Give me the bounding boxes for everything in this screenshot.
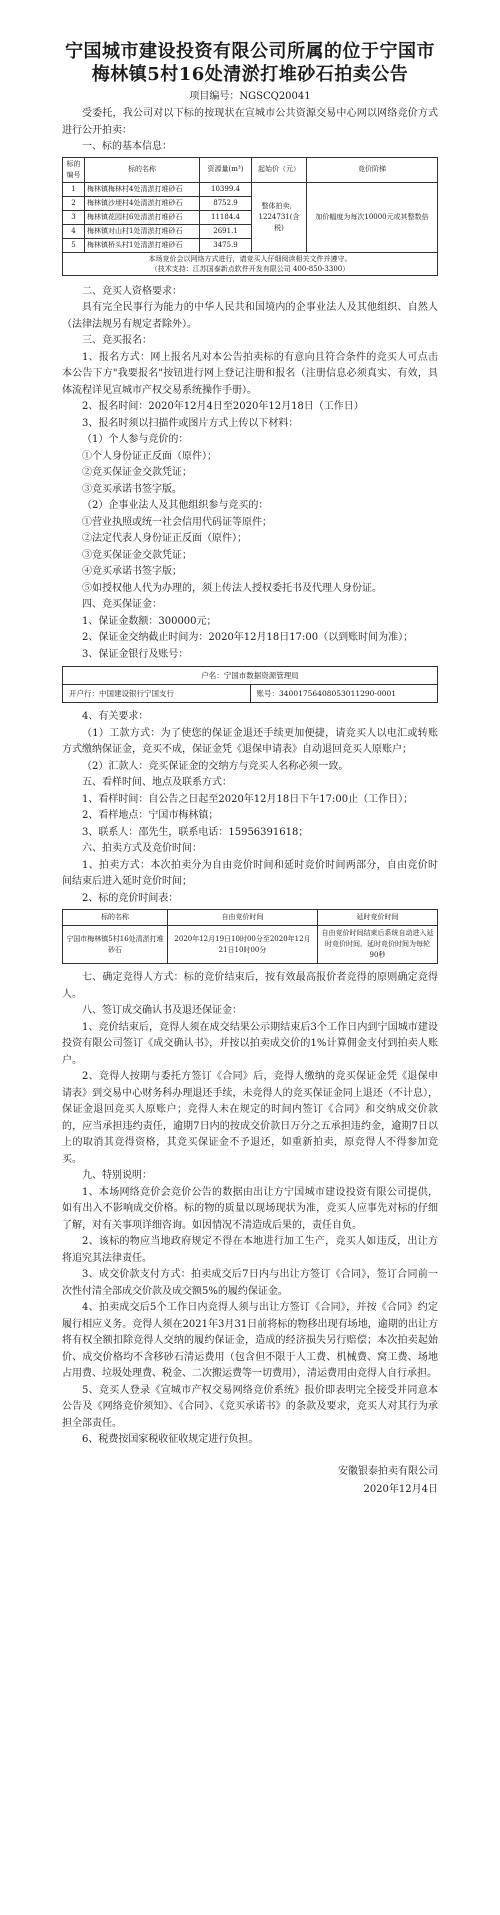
title-line-1: 宁国城市建设投资有限公司所属的位于宁国市 xyxy=(65,41,435,62)
intro-paragraph: 受委托，我公司对以下标的按现状在宣城市公共资源交易中心网以网络竞价方式进行公开拍卖： xyxy=(62,108,438,136)
special-note-1: 1、本场网络竞价会竞价公告的数据由出让方宁国城市建设投资有限公司提供，如有出入不影响成交价格。标的物的质量以现场现状为准，竞买人应事先对标的仔细了解，对有关事项详细咨询。如因情况不清造成后果的，责任自负。 xyxy=(62,1186,438,1231)
deposit-amount: 1、保证金数额：300000元； xyxy=(82,615,217,627)
table-header-row xyxy=(63,157,438,182)
lot-name: 梅林镇沙埂村4处清淤打堆砂石 xyxy=(85,196,200,210)
special-note-4: 4、拍卖成交后5个工作日内竞得人须与出让方签订《合同》，并按《合同》约定履行相应义务。竞得人须在2021年3月31日前将标的物移出现有场地，逾期的出让方将有权全额扣除竞得人交纳的履约保证金，造成的经济损失另行赔偿；本次拍卖起始价、成交价格均不含移砂石清运费用（包含但不限于人工费、机械费、窝工费、场地占用费、垃圾处理费、税金、二次搬运费等一切费用），清运费用由竞得人自行承担。 xyxy=(62,1302,438,1379)
registration-method: 1、报名方式：网上报名凡对本公告拍卖标的有意向且符合条件的竞买人可点击本公告下方"我要报名"按钮进行网上登记注册和报名（注册信息必须真实、有效，具体流程详见宣城市产权交易系统操作手册）。 xyxy=(62,351,438,396)
org-item-5: ⑤如授权他人代为办理的，须上传法人授权委托书及代理人身份证。 xyxy=(82,582,382,594)
table-row xyxy=(63,926,438,964)
individual-item-2: ②竞买保证金交款凭证； xyxy=(82,467,192,478)
account-number: 账号：34001756408053011290-0001 xyxy=(250,685,438,703)
table-header-row xyxy=(63,910,438,926)
org-item-4: ④竞买承诺书签字版； xyxy=(82,566,182,577)
lot-name: 梅林镇梅林村4处清淤打堆砂石 xyxy=(85,182,200,196)
deposit-deadline: 2、保证金交纳截止时间为：2020年12月18日17:00（以到账时间为准）； xyxy=(82,632,414,643)
viewing-time: 1、看样时间：自公告之日起至2020年12月18日下午17:00止（工作日）； xyxy=(82,793,414,805)
deposit-bank-heading: 3、保证金银行及账号： xyxy=(82,648,189,660)
auction-method: 1、拍卖方式：本次拍卖分为自由竞价时间和延时竞价时间两部分，自由竞价时间结束后进入延时竞价时间； xyxy=(62,859,438,887)
bidding-time-table xyxy=(62,909,438,964)
lot-name: 梅林镇对山村1处清淤打堆砂石 xyxy=(85,224,200,238)
registration-time: 2、报名时间：2020年12月4日至2020年12月18日（工作日） xyxy=(82,401,364,412)
individual-heading: （1）个人参与竞价的： xyxy=(82,434,189,445)
lot-info-table xyxy=(62,157,438,276)
title-line-2: 梅林镇5村16处清淤打堆砂石拍卖公告 xyxy=(91,64,409,85)
table-note xyxy=(63,252,438,275)
header-delay-bidding: 延时竞价时间 xyxy=(318,910,438,926)
lot-no: 5 xyxy=(63,238,85,252)
start-price: 整体拍卖，1224731(含税) xyxy=(252,182,307,252)
lot-name: 梅林镇桥头村1处清淤打堆砂石 xyxy=(85,238,200,252)
header-start-price: 起始价（元） xyxy=(252,157,307,182)
individual-item-3: ③竞买承诺书签字版。 xyxy=(82,483,182,495)
special-note-6: 6、税费按国家税收征收规定进行负担。 xyxy=(82,1434,259,1445)
table-row xyxy=(63,685,438,703)
bidding-schedule-heading: 2、标的竞价时间表： xyxy=(82,892,179,904)
table-note-line-1: 本场竞价会以网络方式进行，请竞买人仔细阅读相关文件并遵守。 xyxy=(148,254,352,263)
header-volume: 资源量(m³) xyxy=(200,157,252,182)
lot-no: 2 xyxy=(63,196,85,210)
lot-name: 宁国市梅林镇5村16处清淤打堆砂石 xyxy=(63,926,168,964)
project-number: 项目编号：NGSCQ20041 xyxy=(189,91,311,102)
lot-volume: 2691.1 xyxy=(200,224,252,238)
lot-volume: 11184.4 xyxy=(200,210,252,224)
org-item-3: ③竞买保证金交款凭证； xyxy=(82,549,192,561)
special-note-5: 5、竞买人登录《宣城市产权交易网络竞价系统》报价即表明完全接受并同意本公告及《网络竞价须知》、《合同》、《竞买承诺书》的条款及要求，竞买人对其行为承担全部责任。 xyxy=(62,1384,438,1429)
section-2-text: 具有完全民事行为能力的中华人民共和国境内的企事业法人及其他组织、自然人（法律法规另有规定者除外）。 xyxy=(62,302,438,330)
signature-org: 安徽银泰拍卖有限公司 xyxy=(338,1465,438,1477)
lot-volume: 10399.4 xyxy=(200,182,252,196)
table-note-line-2: （技术支持：江苏国泰新点软件开发有限公司 400-850-3300） xyxy=(150,264,350,273)
header-lot-name: 标的名称 xyxy=(63,910,168,926)
remitter: （2）汇款人：竞买保证金的交纳方与竞买人名称必须一致。 xyxy=(82,760,349,772)
bank-account-table xyxy=(62,666,438,703)
section-8-heading: 八、签订成交确认书及退还保证金： xyxy=(82,1005,242,1016)
section-7: 七、确定竞得人方式：标的竞价结束后，按有效最高报价者竞得的原则确定竞得人。 xyxy=(62,972,438,1000)
delay-bidding-time: 自由竞价时间结束后系统自动进入延时竞价时间，延时竞价时间为每轮90秒 xyxy=(318,926,438,964)
lot-no: 3 xyxy=(63,210,85,224)
registration-materials: 3、报名时须以扫描件或图片方式上传以下材料： xyxy=(82,417,299,429)
account-name: 户名：宁国市数据资源管理局 xyxy=(63,667,438,685)
lot-volume: 8752.9 xyxy=(200,196,252,210)
signature-date: 2020年12月4日 xyxy=(363,1483,438,1495)
contact: 3、联系人：邵先生，联系电话：15956391618； xyxy=(82,826,309,838)
section-9-heading: 九、特别说明： xyxy=(82,1170,152,1181)
header-price-step: 竞价阶梯 xyxy=(307,157,438,182)
org-item-2: ②法定代表人身份证正反面（原件）； xyxy=(82,533,247,544)
section-4-heading: 四、竞买保证金： xyxy=(82,599,162,610)
table-note-row xyxy=(63,252,438,275)
special-note-3: 3、成交价款支付方式：拍卖成交后7日内与出让方签订《合同》，签订合同前一次性付清全部成交价款及成交额5%的履约保证金。 xyxy=(62,1269,438,1297)
header-free-bidding: 自由竞价时间 xyxy=(168,910,318,926)
requirements-heading: 4、有关要求： xyxy=(82,711,149,722)
lot-volume: 3475.9 xyxy=(200,238,252,252)
free-bidding-time: 2020年12月19日10时00分至2020年12月21日10时00分 xyxy=(168,926,318,964)
remittance-method: （1）工款方式：为了使您的保证金退还手续更加便捷，请竞买人以电汇或转账方式缴纳保证金，竞买不成，保证金凭《退保申请表》自动退回竞买人原账户； xyxy=(62,727,438,755)
special-note-2: 2、该标的物应当地政府规定不得在本地进行加工生产，竞买人如违反，出让方将追究其法律责任。 xyxy=(62,1236,438,1264)
section-2-heading: 二、竞买人资格要求： xyxy=(82,285,182,297)
bank-name: 开户行：中国建设银行宁国支行 xyxy=(63,685,251,703)
header-lot-no: 标的编号 xyxy=(63,157,85,182)
individual-item-1: ①个人身份证正反面（原件）； xyxy=(82,450,217,462)
lot-no: 4 xyxy=(63,224,85,238)
lot-name: 梅林镇花园村6处清淤打堆砂石 xyxy=(85,210,200,224)
section-3-heading: 三、竞买报名： xyxy=(82,335,152,346)
table-row xyxy=(63,667,438,685)
section-5-heading: 五、看样时间、地点及联系方式： xyxy=(82,777,232,788)
price-step: 加价幅度为每次10000元或其整数倍 xyxy=(307,182,438,252)
viewing-place: 2、看样地点：宁国市梅林镇； xyxy=(82,810,219,821)
org-item-1: ①营业执照或统一社会信用代码证等原件； xyxy=(82,516,272,528)
confirmation-paragraph: 1、竞价结束后，竞得人须在成交结果公示期结束后3个工作日内到宁国城市建设投资有限公司签订《成交确认书》，并按以拍卖成交价的1%计算佣金支付到拍卖人账户。 xyxy=(62,1021,438,1066)
deposit-refund-paragraph: 2、竞得人按期与委托方签订《合同》后，竞得人缴纳的竞买保证金凭《退保申请表》到交易中心财务科办理退还手续，未竞得人的竞买保证金同上退还（不计息），保证金退回竞买人原账户；竞得人未在规定的时间内签订《合同》和交纳成交价款的，应当承担违约责任，逾期7日内的按成交价款日万分之五承担违约金，逾期7日以上的取消其竞得资格，其竞买保证金不予退还，如重新拍卖，原竞得人不得参加竞买。 xyxy=(62,1071,438,1165)
section-1-heading: 一、标的基本信息： xyxy=(82,141,172,152)
section-6-heading: 六、拍卖方式及竞价时间： xyxy=(82,843,202,854)
table-row xyxy=(63,182,438,196)
header-lot-name: 标的名称 xyxy=(85,157,200,182)
lot-no: 1 xyxy=(63,182,85,196)
org-heading: （2）企事业法人及其他组织参与竞买的： xyxy=(82,500,269,511)
